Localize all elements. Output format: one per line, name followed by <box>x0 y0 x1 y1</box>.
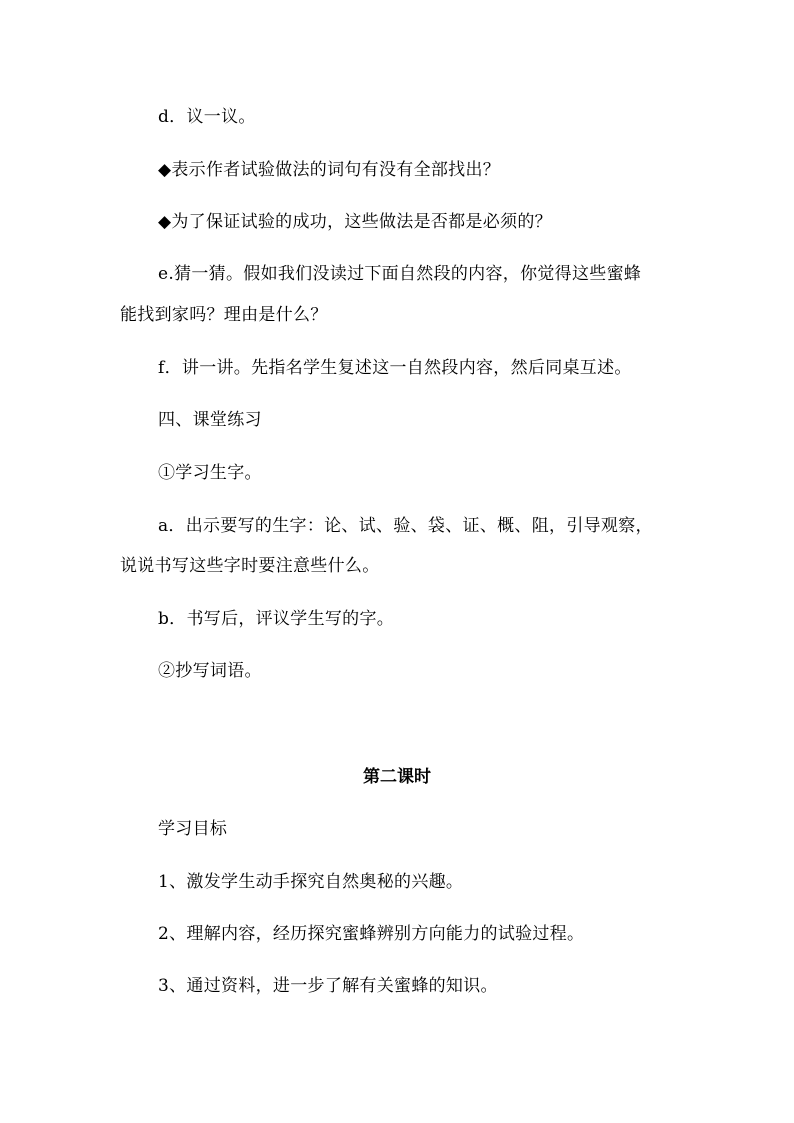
paragraph-learn-characters: ①学习生字。 <box>158 463 262 483</box>
paragraph-question-2: ◆为了保证试验的成功，这些做法是否都是必须的？ <box>158 212 552 232</box>
objective-item-2: 2、理解内容，经历探究蜜蜂辨别方向能力的试验过程。 <box>158 924 585 944</box>
section-title: 第二课时 <box>363 767 431 787</box>
paragraph-retell: f．讲一讲。先指名学生复述这一自然段内容，然后同桌互述。 <box>158 358 632 378</box>
paragraph-guess: e.猜一猜。假如我们没读过下面自然段的内容，你觉得这些蜜蜂 <box>158 264 642 284</box>
paragraph-show-characters-continued: 说说书写这些字时要注意些什么。 <box>120 556 380 576</box>
paragraph-show-characters: a．出示要写的生字：论、试、验、袋、证、概、阻，引导观察， <box>158 516 653 536</box>
objective-item-1: 1、激发学生动手探究自然奥秘的兴趣。 <box>158 872 464 892</box>
objectives-heading: 学习目标 <box>158 819 228 839</box>
objective-item-3: 3、通过资料，进一步了解有关蜜蜂的知识。 <box>158 976 498 996</box>
paragraph-discuss: d．议一议。 <box>158 107 256 127</box>
heading-classroom-practice: 四、课堂练习 <box>158 410 262 430</box>
paragraph-copy-words: ②抄写词语。 <box>158 661 262 681</box>
paragraph-question-1: ◆表示作者试验做法的词句有没有全部找出？ <box>158 160 501 180</box>
paragraph-guess-continued: 能找到家吗？理由是什么？ <box>120 305 328 325</box>
paragraph-evaluate: b．书写后，评议学生写的字。 <box>158 609 395 629</box>
